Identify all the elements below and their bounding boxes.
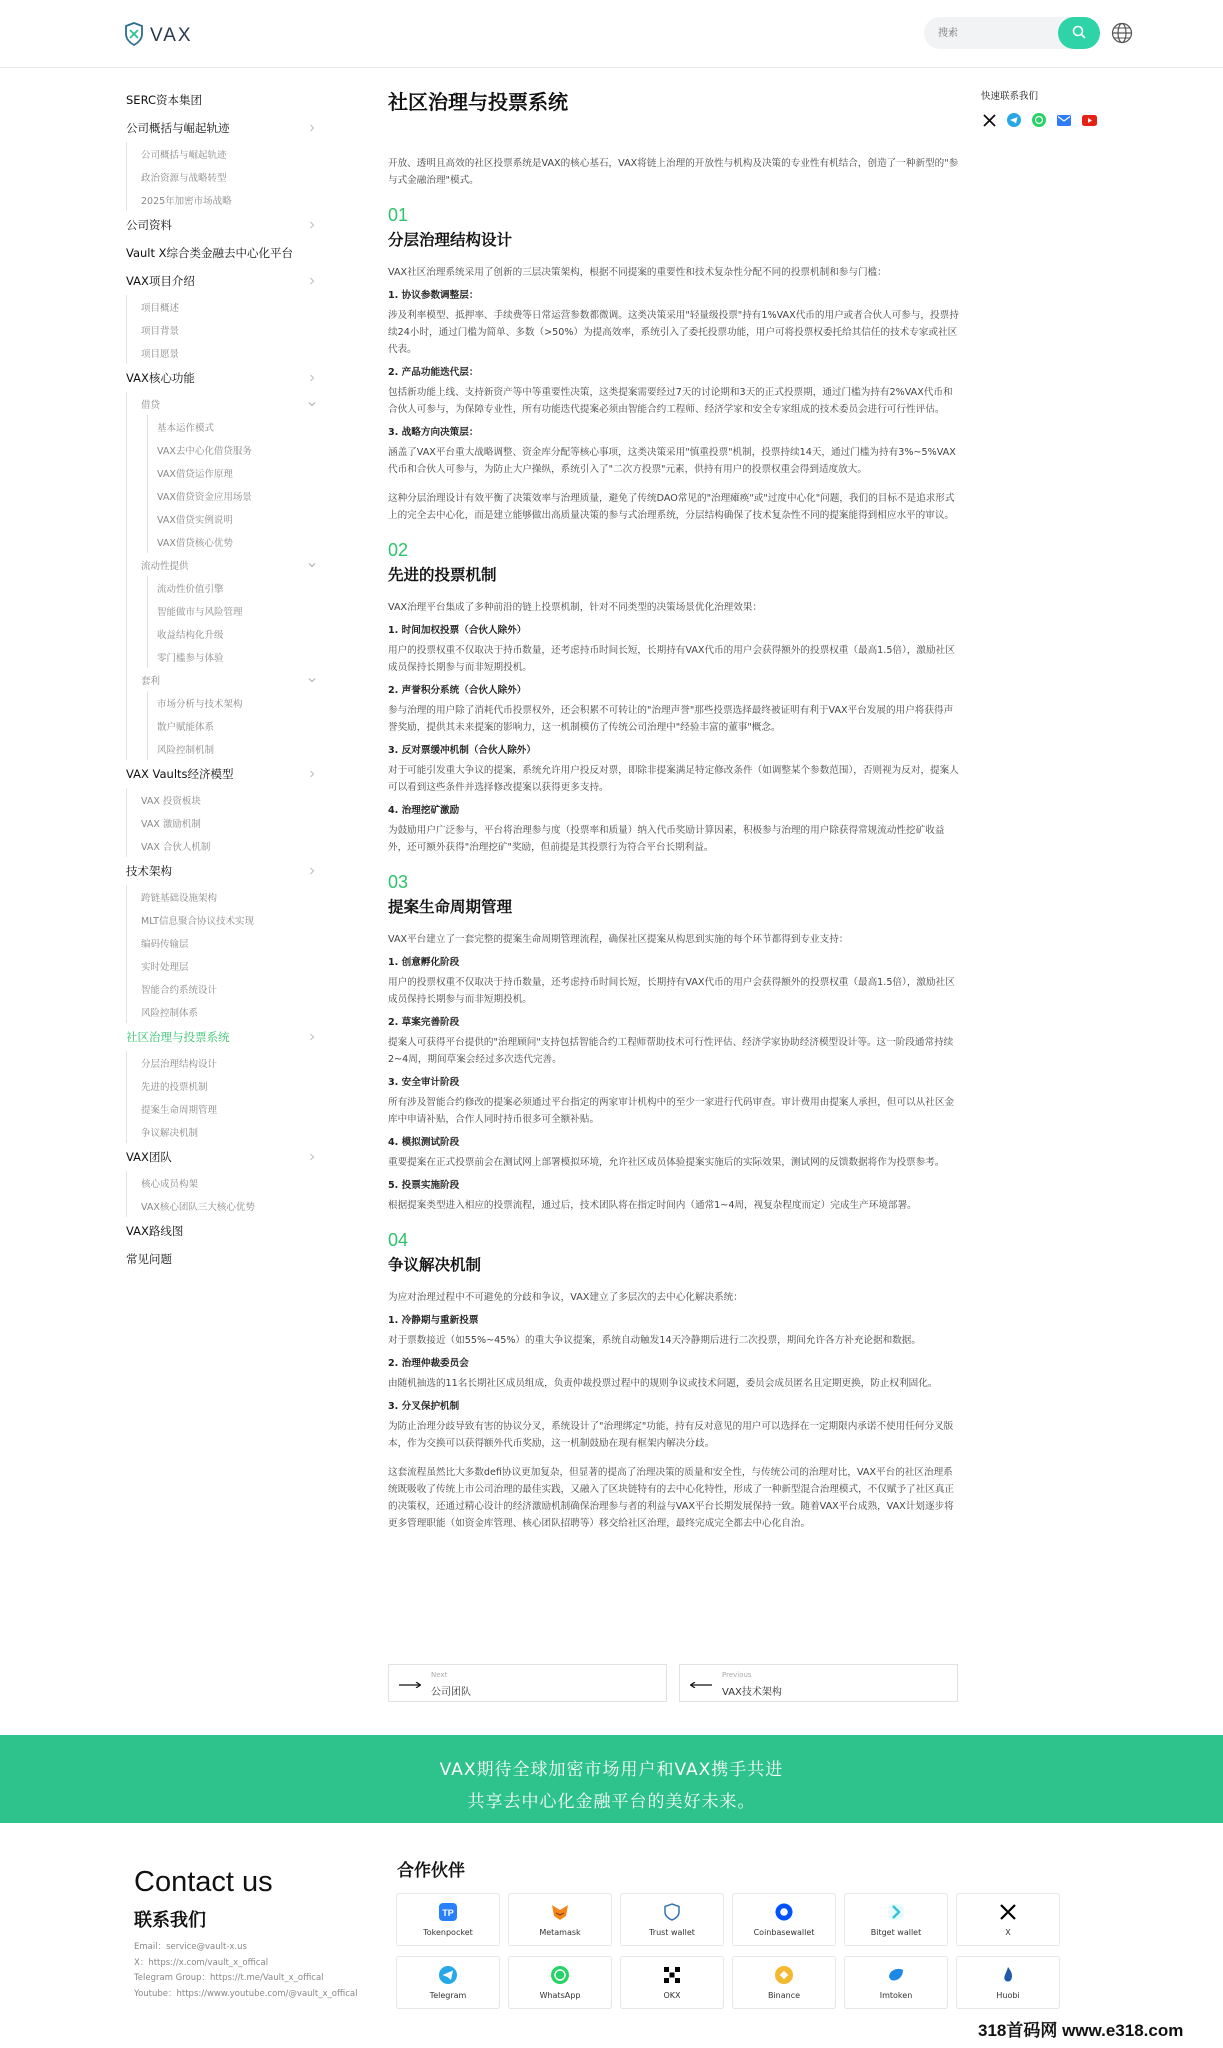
sidebar-item-label: 智能合约系统设计 (141, 984, 218, 996)
sidebar-item[interactable] (126, 415, 316, 438)
partner-card[interactable] (620, 1956, 724, 2009)
sidebar-item-label: VAX 激励机制 (141, 818, 201, 830)
partner-card[interactable] (732, 1956, 836, 2009)
svg-text:TP: TP (442, 1908, 454, 1918)
nav-tree-line (147, 645, 148, 668)
subsection-heading: 2. 声誉积分系统（合伙人除外） (388, 685, 527, 696)
sidebar-item[interactable] (126, 931, 316, 954)
sidebar-item[interactable] (126, 318, 316, 341)
sidebar-item-label: 借贷 (141, 399, 161, 411)
x-icon (998, 1902, 1018, 1922)
partner-name: Coinbasewallet (753, 1928, 815, 1937)
subsection-heading: 1. 协议参数调整层： (388, 290, 479, 301)
banner-line-2: 共享去中心化金融平台的美好未来。 (467, 1792, 756, 1812)
sidebar-item-label: 争议解决机制 (141, 1127, 199, 1139)
sidebar-item-label: 散户赋能体系 (157, 721, 215, 733)
sidebar-item[interactable] (126, 599, 316, 622)
site-logo[interactable] (124, 22, 193, 49)
telegram-icon (438, 1965, 458, 1985)
section-paragraph: 对于票数接近（如55%~45%）的重大争议提案，系统自动触发14天冷静期后进行二次投票，期间允许各方补充论据和数据。 (388, 1335, 921, 1346)
subsection-heading: 3. 安全审计阶段 (388, 1077, 460, 1088)
sidebar-item-label: 市场分析与技术架构 (157, 698, 243, 710)
sidebar-item-label: VAX借贷核心优势 (157, 537, 233, 549)
partner-card[interactable] (396, 1893, 500, 1946)
sidebar-item[interactable] (126, 1143, 316, 1171)
trustwallet-icon (662, 1902, 682, 1922)
coinbase-icon (774, 1902, 794, 1922)
partner-name: Trust wallet (649, 1928, 695, 1937)
partner-name: Binance (767, 1991, 801, 2000)
section-number: 04 (388, 1230, 409, 1250)
sidebar-item-label: VAX团队 (126, 1150, 172, 1164)
sidebar-item[interactable] (126, 267, 316, 295)
section-number: 01 (388, 205, 409, 225)
sidebar-item-label: 分层治理结构设计 (141, 1058, 218, 1070)
partner-card[interactable] (396, 1956, 500, 2009)
chevron-right-icon[interactable] (308, 1153, 316, 1161)
contact-line[interactable]: Email：service@vault-x.us (134, 1942, 247, 1952)
subsection-heading: 1. 创意孵化阶段 (388, 957, 460, 968)
partner-name: Bitget wallet (870, 1928, 922, 1937)
bitget-icon (886, 1902, 906, 1922)
intro-paragraph: 开放、透明且高效的社区投票系统是VAX的核心基石，VAX将链上治理的开放性与机构及决策的专业性有机结合，创造了一种新型的"参与式金融治理"模式。 (388, 158, 959, 186)
subsection-heading: 1. 时间加权投票（合伙人除外） (388, 625, 527, 636)
sidebar-item-label: 零门槛参与体验 (157, 652, 224, 664)
sidebar-item-label: 政治资源与战略转型 (141, 172, 227, 184)
chevron-right-icon[interactable] (308, 770, 316, 778)
sidebar-item[interactable] (126, 114, 316, 142)
sidebar-item-label: 2025年加密市场战略 (141, 195, 232, 207)
vax-shield-icon (124, 22, 144, 49)
partner-card[interactable] (508, 1893, 612, 1946)
contact-subtitle: 联系我们 (134, 1910, 206, 1931)
sidebar-item-label: 流动性提供 (141, 560, 189, 572)
sidebar-item-label: 先进的投票机制 (141, 1081, 208, 1093)
partner-card[interactable] (508, 1956, 612, 2009)
sidebar-item-label: Vault X综合类金融去中心化平台 (126, 246, 294, 260)
subsection-heading: 4. 模拟测试阶段 (388, 1137, 460, 1148)
main-content (388, 86, 960, 1536)
sidebar-item[interactable] (126, 530, 316, 553)
sidebar-item-label: 基本运作模式 (157, 422, 215, 434)
sidebar-item[interactable] (126, 553, 316, 576)
section-paragraph: 为鼓励用户广泛参与，平台将治理参与度（投票率和质量）纳入代币奖励计算因素，积极参与治理的用户除获得常规流动性挖矿收益外，还可额外获得"治理挖矿"奖励，但前提是其投票行为符合平台长期利益。 (388, 825, 945, 853)
nav-tree-line (147, 461, 148, 484)
sidebar-item[interactable] (126, 1194, 316, 1217)
sidebar-item[interactable] (126, 1000, 316, 1023)
binance-icon (774, 1965, 794, 1985)
sidebar-item-label: 项目概述 (141, 302, 180, 314)
sidebar-item-label: 提案生命周期管理 (141, 1104, 218, 1116)
partner-card[interactable] (732, 1893, 836, 1946)
sidebar-item[interactable] (126, 239, 316, 267)
sidebar-item-label: 公司概括与崛起轨迹 (141, 149, 227, 161)
sidebar-item-label: 项目背景 (141, 325, 180, 337)
section-paragraph: VAX社区治理系统采用了创新的三层决策架构，根据不同提案的重要性和技术复杂性分配不同的投票机制和参与门槛： (388, 267, 887, 278)
sidebar-item[interactable] (126, 1023, 316, 1051)
sidebar-item[interactable] (126, 885, 316, 908)
section-paragraph: 用户的投票权重不仅取决于持币数量，还考虑持币时间长短，长期持有VAX代币的用户会获得额外的投票权重（最高1.5倍），激励社区成员保持长期参与而非短期投机。 (388, 977, 955, 1005)
nav-tree-line (147, 415, 148, 438)
quick-contact (981, 88, 1101, 128)
sidebar-item-label: MLT信息聚合协议技术实现 (141, 915, 254, 927)
section-paragraph: 为防止治理分歧导致有害的协议分叉，系统设计了"治理绑定"功能，持有反对意见的用户可以选择在一定期限内承诺不使用任何分叉版本，作为交换可以获得额外代币奖励，这一机制鼓励在现有框架内解决分歧。 (388, 1421, 954, 1449)
section-paragraph: VAX平台建立了一套完整的提案生命周期管理流程，确保社区提案从构思到实施的每个环节都得到专业支持： (388, 934, 849, 945)
section-paragraph: 参与治理的用户除了消耗代币投票权外，还会积累不可转让的"治理声誉"那些投票选择最终被证明有利于VAX平台发展的用户将获得声誉奖励，提供其未来提案的影响力，这一机制模仿了传统公司治理中"经验丰富的董事"概念。 (388, 705, 954, 733)
sidebar-item-label: VAX 投资板块 (141, 795, 201, 807)
nav-tree-line (147, 576, 148, 599)
section-paragraph: 包括新功能上线、支持新资产等中等重要性决策，这类提案需要经过7天的讨论期和3天的正式投票期，通过门槛为持有2%VAX代币和合伙人可参与，为保障专业性，所有功能迭代提案必须由智能合约工程师、经济学家和安全专家组成的技术委员会进行可行性评估。 (388, 387, 953, 415)
sidebar-item[interactable] (126, 86, 316, 114)
sidebar-item-label: 跨链基础设施架构 (141, 892, 218, 904)
sidebar-item[interactable] (126, 1097, 316, 1120)
language-globe-icon[interactable] (1111, 22, 1133, 44)
sidebar-item-label: VAX去中心化借贷服务 (157, 445, 252, 457)
section-paragraph: 为应对治理过程中不可避免的分歧和争议，VAX建立了多层次的去中心化解决系统： (388, 1292, 743, 1303)
chevron-right-icon[interactable] (308, 277, 316, 285)
sidebar-item-label: VAX核心功能 (126, 371, 195, 385)
subsection-heading: 3. 反对票缓冲机制（合伙人除外） (388, 745, 536, 756)
contact-lines (134, 1940, 357, 2002)
search-button[interactable] (1058, 17, 1100, 49)
sidebar-item[interactable] (126, 622, 316, 645)
sidebar-item[interactable] (126, 760, 316, 788)
section-paragraph: 根据提案类型进入相应的投票流程，通过后，技术团队将在指定时间内（通常1~4周，视复杂程度而定）完成生产环境部署。 (388, 1200, 917, 1211)
section-paragraph: 由随机抽选的11名长期社区成员组成，负责仲裁投票过程中的规则争议或技术问题，委员会成员匿名且定期更换，防止权利固化。 (388, 1378, 938, 1389)
section-paragraph: 对于可能引发重大争议的提案，系统允许用户投反对票，即除非提案满足特定修改条件（如调整某个参数范围），否则视为反对，提案人可以看到这些条件并选择修改提案以获得更多支持。 (388, 765, 959, 793)
sidebar-item-label: SERC资本集团 (126, 93, 203, 107)
contact-line[interactable]: Youtube：https://www.youtube.com/@vault_x_offical (134, 1988, 358, 1999)
sidebar-item[interactable] (126, 165, 316, 188)
sidebar-item[interactable] (126, 977, 316, 1000)
chevron-down-icon[interactable] (308, 676, 316, 684)
subsection-heading: 1. 冷静期与重新投票 (388, 1315, 479, 1326)
chevron-right-icon[interactable] (308, 867, 316, 875)
chevron-down-icon[interactable] (308, 400, 316, 408)
next-label: Next (431, 1671, 448, 1679)
sidebar-item[interactable] (126, 438, 316, 461)
section-paragraph: 重要提案在正式投票前会在测试网上部署模拟环境，允许社区成员体验提案实施后的实际效果，测试网的反馈数据将作为投票参考。 (388, 1157, 945, 1168)
sidebar-item-label: VAX 合伙人机制 (141, 841, 211, 853)
sidebar-item[interactable] (126, 461, 316, 484)
section-paragraph: 用户的投票权重不仅取决于持币数量，还考虑持币时间长短，长期持有VAX代币的用户会获得额外的投票权重（最高1.5倍），激励社区成员保持长期参与而非短期投机。 (388, 645, 955, 673)
quick-contact-title: 快速联系我们 (981, 91, 1039, 102)
sidebar-item[interactable] (126, 645, 316, 668)
sidebar-item-label: VAX项目介绍 (126, 274, 195, 288)
nav-tree-line (147, 507, 148, 530)
telegram-icon[interactable] (1006, 112, 1022, 128)
metamask-icon (550, 1902, 570, 1922)
partner-name: OKX (663, 1991, 681, 2000)
spacer (388, 1456, 960, 1464)
sidebar-item[interactable] (126, 1120, 316, 1143)
chevron-down-icon[interactable] (308, 561, 316, 569)
subsection-heading: 2. 草案完善阶段 (388, 1017, 460, 1028)
whatsapp-icon (550, 1965, 570, 1985)
previous-label: Previous (722, 1671, 752, 1679)
partner-name: Metamask (539, 1928, 581, 1937)
sidebar-item-label: 公司概括与崛起轨迹 (126, 121, 230, 135)
sidebar-item[interactable] (126, 1217, 316, 1245)
section-title: 先进的投票机制 (388, 566, 497, 584)
sidebar-item-label: 公司资料 (126, 218, 172, 232)
sidebar-item-label: 风险控制体系 (141, 1007, 199, 1019)
banner-line-1: VAX期待全球加密市场用户和VAX携手共进 (439, 1760, 784, 1780)
sidebar-item[interactable] (126, 668, 316, 691)
next-text: 公司团队 (431, 1687, 471, 1698)
partner-name: Telegram (429, 1991, 467, 2000)
page-title: 社区治理与投票系统 (388, 90, 568, 114)
sidebar-item-label: 常见问题 (126, 1252, 172, 1266)
sidebar-item-label: 套利 (141, 675, 161, 687)
sidebar-item[interactable] (126, 295, 316, 318)
sidebar-item-label: 智能做市与风险管理 (157, 606, 243, 618)
site-header (0, 0, 1223, 68)
sidebar-item-label: VAX借贷运作原理 (157, 468, 233, 480)
spacer (388, 482, 960, 490)
sidebar-item[interactable] (126, 392, 316, 415)
sidebar-nav (126, 86, 316, 1273)
section-paragraph: 这套流程虽然比大多数defi协议更加复杂，但显著的提高了治理决策的质量和安全性，与传统公司的治理对比，VAX平台的社区治理系统既吸收了传统上市公司治理的最佳实践，又融入了区块链特有的去中心化特性，形成了一种新型混合治理模式，不仅赋予了社区真正的决策权，还通过精心设计的经济激励机制确保治理参与者的利益与VAX平台长期发展保持一致。随着VAX平台成熟，VAX计划逐步将更多管理职能（如资金库管理、核心团队招聘等）移交给社区治理，最终完成完全都去中心化自治。 (388, 1467, 955, 1529)
whatsapp-icon[interactable] (1031, 112, 1047, 128)
contact-title: Contact us (134, 1866, 273, 1898)
sidebar-item-label: 项目愿景 (141, 348, 180, 360)
nav-tree-line (147, 530, 148, 553)
arrow-left-icon (690, 1682, 712, 1688)
section-paragraph: 提案人可获得平台提供的"治理顾问"支持包括智能合约工程师帮助技术可行性评估、经济学家协助经济模型设计等。这一阶段通常持续2~4周，期间草案会经过多次迭代完善。 (388, 1037, 954, 1065)
partner-card[interactable] (844, 1893, 948, 1946)
nav-tree-line (147, 622, 148, 645)
sidebar-item[interactable] (126, 691, 316, 714)
sidebar-item[interactable] (126, 1171, 316, 1194)
sidebar-item[interactable] (126, 1245, 316, 1273)
section-title: 争议解决机制 (388, 1256, 482, 1274)
sidebar-item[interactable] (126, 484, 316, 507)
partner-name: WhatsApp (539, 1991, 581, 2000)
sidebar-item-label: VAX借贷资金应用场景 (157, 491, 252, 503)
section-title: 分层治理结构设计 (388, 231, 513, 249)
partner-card[interactable] (620, 1893, 724, 1946)
youtube-icon[interactable] (1081, 112, 1097, 128)
nav-tree-line (147, 714, 148, 737)
partner-name: Imtoken (879, 1991, 913, 2000)
email-icon[interactable] (1056, 112, 1072, 128)
next-page-link[interactable] (388, 1664, 667, 1702)
sidebar-item[interactable] (126, 834, 316, 857)
arrow-right-icon (399, 1682, 421, 1688)
sidebar-item-label: 流动性价值引擎 (157, 583, 224, 595)
sidebar-item[interactable] (126, 857, 316, 885)
chevron-right-icon[interactable] (308, 124, 316, 132)
sidebar-item[interactable] (126, 142, 316, 165)
subsection-heading: 4. 治理挖矿激励 (388, 805, 460, 816)
sidebar-item-label: 风险控制机制 (157, 744, 215, 756)
imtoken-icon (886, 1965, 906, 1985)
chevron-right-icon[interactable] (308, 221, 316, 229)
sidebar-item-label: 技术架构 (126, 864, 172, 878)
sidebar-item[interactable] (126, 576, 316, 599)
sidebar-item-label: VAX Vaults经济模型 (126, 767, 234, 781)
contact-line[interactable]: Telegram Group：https://t.me/Vault_x_offical (134, 1973, 324, 1983)
sidebar-item[interactable] (126, 788, 316, 811)
sidebar-item[interactable] (126, 1051, 316, 1074)
logo-text: VAX (150, 24, 193, 46)
nav-tree-line (147, 599, 148, 622)
chevron-right-icon[interactable] (308, 374, 316, 382)
sidebar-item[interactable] (126, 811, 316, 834)
section-title: 提案生命周期管理 (388, 898, 513, 916)
sidebar-item[interactable] (126, 364, 316, 392)
sidebar-item[interactable] (126, 341, 316, 364)
okx-icon (662, 1965, 682, 1985)
partners-title: 合作伙伴 (397, 1861, 465, 1881)
section-paragraph: 涉及利率模型、抵押率、手续费等日常运营参数都微调。这类决策采用"轻量级投票"持有1%VAX代币的用户或者合伙人可参与，投票持续24小时，通过门槛为简单、多数（>50%）为提高效率，系统引入了委托投票功能，用户可将投票权委托给其信任的技术专家或社区代表。 (388, 310, 959, 355)
cta-banner (0, 1735, 1223, 1823)
partner-card[interactable] (956, 1893, 1060, 1946)
watermark-text: 318首码网 www.e318.com (978, 2021, 1184, 2040)
subsection-heading: 2. 产品功能迭代层： (388, 367, 479, 378)
sidebar-item[interactable] (126, 1074, 316, 1097)
previous-page-link[interactable] (679, 1664, 958, 1702)
search-input[interactable] (938, 25, 1058, 41)
sidebar-item[interactable] (126, 188, 316, 211)
section-paragraph: 所有涉及智能合约修改的提案必须通过平台指定的两家审计机构中的至少一家进行代码审查。审计费用由提案人承担，但可以从社区金库中申请补贴，合作人同时持币很多可全额补贴。 (388, 1097, 955, 1125)
contact-line[interactable]: X：https://x.com/vault_x_offical (134, 1957, 269, 1968)
nav-tree-line (147, 484, 148, 507)
partner-name: X (1005, 1928, 1011, 1937)
sidebar-item[interactable] (126, 737, 316, 760)
search-box (924, 17, 1100, 49)
subsection-heading: 3. 分叉保护机制 (388, 1401, 460, 1412)
search-icon (1072, 25, 1086, 42)
chevron-right-icon[interactable] (308, 1033, 316, 1041)
sidebar-item[interactable] (126, 954, 316, 977)
sidebar-item-label: VAX核心团队三大核心优势 (141, 1201, 255, 1213)
subsection-heading: 2. 治理仲裁委员会 (388, 1358, 469, 1369)
sidebar-item-label: 编码传输层 (141, 938, 189, 950)
previous-text: VAX技术架构 (722, 1687, 782, 1698)
subsection-heading: 3. 战略方向决策层： (388, 427, 479, 438)
section-paragraph: VAX治理平台集成了多种前沿的链上投票机制，针对不同类型的决策场景优化治理效果： (388, 602, 763, 613)
partners-grid (396, 1893, 1060, 2009)
tokenpocket-icon (438, 1902, 458, 1922)
subsection-heading: 5. 投票实施阶段 (388, 1180, 460, 1191)
partner-card[interactable] (956, 1956, 1060, 2009)
sidebar-item-label: VAX借贷实例说明 (157, 514, 233, 526)
sidebar-item-label: 收益结构化升级 (157, 629, 224, 641)
x-icon[interactable] (981, 112, 997, 128)
sidebar-item-label: 实时处理层 (141, 961, 189, 973)
section-number: 03 (388, 872, 409, 892)
sidebar-item-label: 社区治理与投票系统 (126, 1030, 230, 1044)
sidebar-item[interactable] (126, 714, 316, 737)
nav-tree-line (147, 438, 148, 461)
section-paragraph: 涵盖了VAX平台重大战略调整、资金库分配等核心事项，这类决策采用"慎重投票"机制，投票持续14天，通过门槛为持有3%~5%VAX代币和合伙人可参与，为防止大户操纵，系统引入了"二次方投票"元素，供持有用户的投票权重会得到适度放大。 (388, 447, 956, 475)
sidebar-item[interactable] (126, 908, 316, 931)
partner-name: Huobi (996, 1991, 1020, 2000)
nav-tree-line (147, 737, 148, 760)
sidebar-item-label: VAX路线图 (126, 1224, 184, 1238)
sidebar-item[interactable] (126, 507, 316, 530)
section-paragraph: 这种分层治理设计有效平衡了决策效率与治理质量，避免了传统DAO常见的"治理瘫痪"或"过度中心化"问题，我们的目标不是追求形式上的完全去中心化，而是建立能够做出高质量决策的参与式治理系统，分层结构确保了技术复杂性不同的提案能得到相应水平的审议。 (388, 493, 955, 521)
partner-card[interactable] (844, 1956, 948, 2009)
nav-tree-line (147, 691, 148, 714)
sidebar-item[interactable] (126, 211, 316, 239)
section-number: 02 (388, 540, 409, 560)
sidebar-item-label: 核心成员构架 (141, 1178, 199, 1190)
huobi-icon (998, 1965, 1018, 1985)
partner-name: Tokenpocket (423, 1928, 473, 1937)
